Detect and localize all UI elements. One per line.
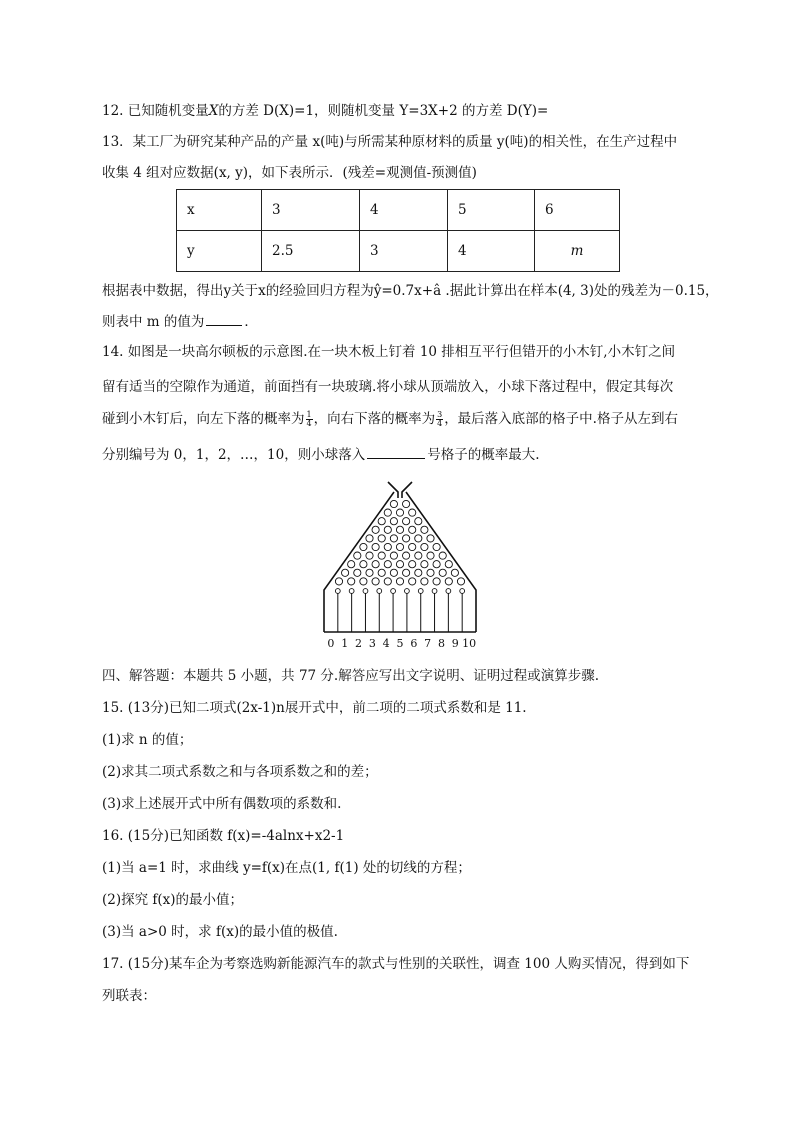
slot-label: 5 (396, 637, 404, 650)
peg (396, 543, 403, 550)
question-15-part1: (1)求 n 的值； (102, 732, 193, 748)
slot-label: 3 (368, 637, 376, 650)
q13-line4-prefix: 则表中 m 的值为 (102, 314, 205, 330)
peg (415, 552, 422, 559)
question-16-title: 16. (15分)已知函数 f(x)=-4alnx+x2-1 (102, 828, 345, 844)
peg (403, 569, 410, 576)
peg (409, 526, 416, 533)
peg (372, 543, 379, 550)
slot-label: 1 (341, 637, 349, 650)
divider-knob (349, 589, 354, 594)
divider-knob (446, 589, 451, 594)
fraction-numerator: 3 (437, 410, 443, 419)
slot-label: 8 (437, 637, 445, 650)
peg (366, 569, 373, 576)
question-17-line1: 17. (15分)某车企为考察选购新能源汽车的款式与性别的关联性，调查 100 人购买情况，得到如下 (102, 956, 690, 972)
fraction-denominator: 4 (437, 419, 443, 428)
question-14-line4 (102, 446, 702, 464)
table-cell: 4 (360, 190, 448, 231)
peg (354, 552, 361, 559)
galton-board-outline (324, 482, 476, 632)
peg (403, 535, 410, 542)
slot-label: 7 (424, 637, 432, 650)
slot-labels (327, 637, 476, 650)
table-row (177, 190, 620, 231)
answer-blank (206, 313, 242, 326)
table-row (177, 231, 620, 272)
peg (433, 561, 440, 568)
table-cell: x (177, 190, 262, 231)
peg (384, 509, 391, 516)
peg (427, 552, 434, 559)
peg (403, 518, 410, 525)
slot-label: 0 (327, 637, 335, 650)
table-cell: 3 (262, 190, 360, 231)
slot-label: 4 (382, 637, 390, 650)
peg (366, 535, 373, 542)
galton-board-figure (318, 480, 482, 652)
question-15-title: 15. (13分)已知二项式(2x-1)n展开式中，前二项的二项式系数和是 11. (102, 700, 527, 716)
peg (348, 561, 355, 568)
answer-blank (367, 446, 425, 459)
fraction-numerator: 1 (306, 410, 312, 419)
peg (421, 543, 428, 550)
peg (415, 535, 422, 542)
peg (378, 552, 385, 559)
slot-label: 6 (410, 637, 418, 650)
peg (378, 518, 385, 525)
divider-knob (391, 589, 396, 594)
question-16-part1: (1)当 a=1 时，求曲线 y=f(x)在点(1, f(1) 处的切线的方程； (102, 860, 471, 876)
peg (427, 535, 434, 542)
peg (396, 526, 403, 533)
fraction-left-probability (306, 411, 313, 428)
q14-text-a: 碰到小木钉后，向左下落的概率为 (102, 411, 305, 427)
peg (396, 578, 403, 585)
peg (384, 543, 391, 550)
peg (378, 569, 385, 576)
peg (348, 578, 355, 585)
divider-knob (418, 589, 423, 594)
q14-line4-suffix: 号格子的概率最大. (427, 447, 540, 463)
peg (439, 552, 446, 559)
peg (384, 561, 391, 568)
peg (415, 518, 422, 525)
question-13-line1: 13．某工厂为研究某种产品的产量 x(吨)与所需某种原材料的质量 y(吨)的相关性，在生产过程中 (102, 134, 678, 150)
peg (439, 569, 446, 576)
peg (378, 535, 385, 542)
peg (409, 509, 416, 516)
peg (372, 526, 379, 533)
fraction-denominator: 4 (306, 419, 312, 428)
question-13-line3: 根据表中数据，得出y关于x的经验回归方程为ŷ=0.7x+â .据此计算出在样本(4, 3)处的残差为－0.15， (102, 283, 719, 299)
peg (409, 561, 416, 568)
peg (427, 569, 434, 576)
data-table (176, 189, 620, 272)
peg (335, 578, 342, 585)
peg (421, 561, 428, 568)
question-15-part3: (3)求上述展开式中所有偶数项的系数和. (102, 796, 342, 812)
section-heading: 四、解答题：本题共 5 小题，共 77 分.解答应写出文字说明、证明过程或演算步骤. (102, 668, 600, 684)
peg (390, 500, 397, 507)
peg (390, 552, 397, 559)
peg (433, 578, 440, 585)
q13-line4-suffix: ． (244, 314, 258, 330)
question-12 (102, 102, 702, 120)
q12-suffix: 的方差 D(X)=1，则随机变量 Y=3X+2 的方差 D(Y)= (218, 103, 549, 119)
question-16-part2: (2)探究 f(x)的最小值； (102, 892, 244, 908)
slot-label: 10 (462, 637, 477, 650)
peg (403, 500, 410, 507)
q12-variable: X (208, 103, 219, 119)
question-14-line1: 14. 如图是一块高尔顿板的示意图.在一块木板上钉着 10 排相互平行但错开的小木钉,小木钉之间 (102, 344, 676, 360)
divider-knob (432, 589, 437, 594)
question-14-line3 (102, 410, 702, 428)
table-cell: m (535, 231, 620, 272)
question-14-line2: 留有适当的空隙作为通道，前面挡有一块玻璃.将小球从顶端放入，小球下落过程中，假定其每次 (102, 379, 674, 395)
peg (384, 578, 391, 585)
table-cell: 3 (360, 231, 448, 272)
peg (354, 569, 361, 576)
question-17-line2: 列联表： (102, 988, 156, 1004)
slot-label: 9 (451, 637, 459, 650)
peg (451, 569, 458, 576)
peg (421, 578, 428, 585)
peg (396, 561, 403, 568)
peg (457, 578, 464, 585)
fraction-right-probability (436, 411, 443, 428)
q14-text-b: ，向右下落的概率为 (313, 411, 436, 427)
table-cell: y (177, 231, 262, 272)
table-cell: 4 (448, 231, 535, 272)
peg (342, 569, 349, 576)
peg (445, 561, 452, 568)
peg (421, 526, 428, 533)
divider-knob (335, 589, 340, 594)
peg (433, 543, 440, 550)
peg (445, 578, 452, 585)
peg (360, 543, 367, 550)
peg (372, 561, 379, 568)
q14-line4-prefix: 分别编号为 0，1，2，…，10，则小球落入 (102, 447, 366, 463)
question-13-line4 (102, 313, 702, 331)
table-cell: 6 (535, 190, 620, 231)
peg (390, 569, 397, 576)
peg (372, 578, 379, 585)
peg (403, 552, 410, 559)
table-cell: 5 (448, 190, 535, 231)
divider-knob (405, 589, 410, 594)
peg (360, 561, 367, 568)
slot-dividers (324, 589, 476, 632)
peg (409, 543, 416, 550)
question-13-line2: 收集 4 组对应数据(x, y)，如下表所示．(残差=观测值-预测值) (102, 165, 477, 181)
divider-knob (460, 589, 465, 594)
table-cell: 2.5 (262, 231, 360, 272)
q12-prefix: 12. 已知随机变量 (102, 103, 209, 119)
peg (415, 569, 422, 576)
peg-grid (335, 500, 464, 585)
peg (409, 578, 416, 585)
peg (366, 552, 373, 559)
peg (396, 509, 403, 516)
question-16-part3: (3)当 a>0 时，求 f(x)的最小值的极值. (102, 924, 338, 940)
divider-knob (363, 589, 368, 594)
q14-text-c: ，最后落入底部的格子中.格子从左到右 (444, 411, 678, 427)
peg (384, 526, 391, 533)
question-15-part2: (2)求其二项式系数之和与各项系数之和的差； (102, 764, 378, 780)
peg (390, 535, 397, 542)
slot-label: 2 (355, 637, 363, 650)
peg (390, 518, 397, 525)
peg (360, 578, 367, 585)
divider-knob (377, 589, 382, 594)
